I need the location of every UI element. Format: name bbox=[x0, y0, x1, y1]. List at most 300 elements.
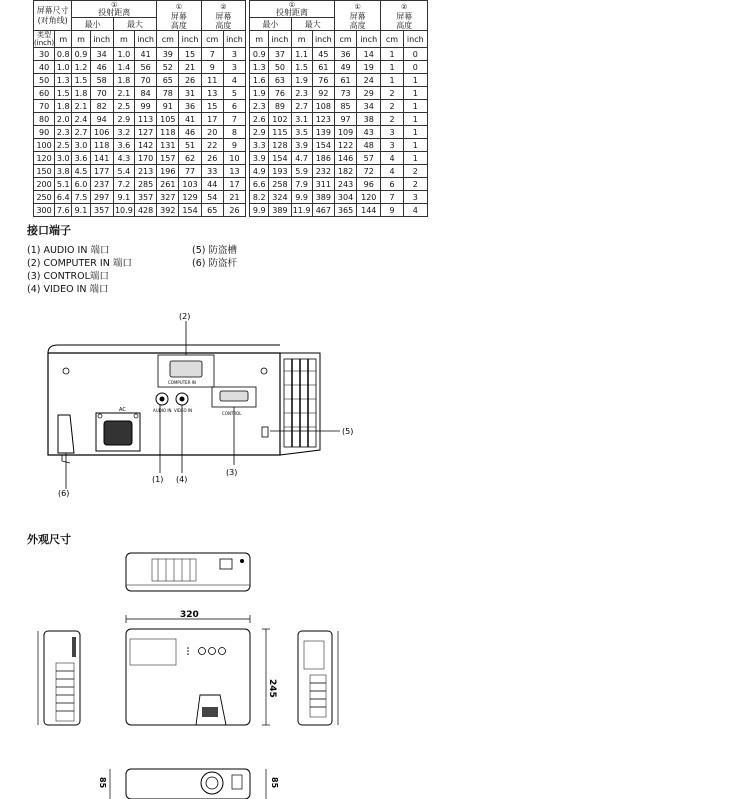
table-cell: 0.9 bbox=[72, 48, 90, 61]
table-cell: 131 bbox=[157, 139, 179, 152]
table-cell: 1.3 bbox=[55, 74, 72, 87]
table-cell: 84 bbox=[134, 87, 156, 100]
table-cell: 3.6 bbox=[72, 152, 90, 165]
table-cell: 1.3 bbox=[250, 61, 269, 74]
dimensions-section-title: 外观尺寸 bbox=[27, 533, 71, 546]
table-cell: 177 bbox=[90, 165, 113, 178]
table-cell: 7 bbox=[381, 191, 403, 204]
unit-cell: inch bbox=[179, 31, 201, 48]
table-cell: 89 bbox=[269, 100, 291, 113]
unit-cell: cm bbox=[334, 31, 356, 48]
table-cell: 9.9 bbox=[250, 204, 269, 217]
table-cell: 357 bbox=[90, 204, 113, 217]
ports-section-title: 接口端子 bbox=[27, 224, 71, 237]
table-cell: 324 bbox=[269, 191, 291, 204]
table-cell: 1.8 bbox=[55, 100, 72, 113]
unit-cell: inch bbox=[357, 31, 381, 48]
unit-cell: m bbox=[55, 31, 72, 48]
table-cell: 97 bbox=[334, 113, 356, 126]
table-row bbox=[34, 87, 428, 100]
table-cell: 3.5 bbox=[291, 126, 312, 139]
table-cell: 0.9 bbox=[250, 48, 269, 61]
table-cell: 76 bbox=[312, 74, 334, 87]
table-cell: 10.9 bbox=[114, 205, 133, 215]
table-cell: 40 bbox=[34, 61, 55, 74]
table-cell: 297 bbox=[90, 191, 113, 204]
table-cell: 7.2 bbox=[113, 178, 134, 191]
table-cell: 102 bbox=[269, 113, 291, 126]
table-cell: 30 bbox=[34, 48, 55, 61]
circle-badge: ① bbox=[288, 1, 296, 9]
table-cell: 17 bbox=[201, 113, 223, 126]
projection-spec-table bbox=[33, 0, 428, 217]
table-cell: 327 bbox=[157, 191, 179, 204]
table-cell: 2.3 bbox=[55, 126, 72, 139]
table-cell: 120 bbox=[357, 191, 381, 204]
table-cell: 61 bbox=[312, 61, 334, 74]
header-screen-size bbox=[34, 1, 72, 31]
screen-size-label: 屏幕尺寸 (对角线) bbox=[36, 5, 69, 25]
bottom-view bbox=[126, 769, 250, 799]
unit-row bbox=[34, 31, 428, 48]
table-cell: 258 bbox=[269, 178, 291, 191]
table-cell: 123 bbox=[312, 113, 334, 126]
table-cell: 50 bbox=[269, 61, 291, 74]
table-cell: 52 bbox=[157, 61, 179, 74]
table-cell: 39 bbox=[157, 48, 179, 61]
port-item-3: (3) CONTROL端口 bbox=[27, 271, 109, 282]
table-cell: 58 bbox=[90, 74, 113, 87]
table-cell: 157 bbox=[157, 152, 179, 165]
table-cell: 6.4 bbox=[55, 191, 72, 204]
table-cell: 103 bbox=[179, 178, 201, 191]
table-cell: 2.5 bbox=[113, 100, 134, 113]
unit-cell: cm bbox=[381, 31, 403, 48]
table-cell: 77 bbox=[179, 165, 201, 178]
table-cell: 24 bbox=[357, 74, 381, 87]
screw-icon bbox=[63, 368, 69, 374]
unit-cell: inch bbox=[134, 31, 156, 48]
table-cell: 2.1 bbox=[72, 100, 90, 113]
computer-in-label: COMPUTER IN bbox=[168, 380, 196, 385]
table-cell: 2.3 bbox=[250, 100, 269, 113]
table-cell: 9.1 bbox=[113, 191, 134, 204]
table-cell: 237 bbox=[90, 178, 113, 191]
security-bar-icon bbox=[58, 415, 74, 453]
callout-1: (1) bbox=[152, 475, 164, 484]
table-cell: 91 bbox=[157, 100, 179, 113]
header-proj-distance-b bbox=[250, 1, 335, 18]
table-cell: 1 bbox=[403, 100, 427, 113]
header-min-b: 最小 bbox=[250, 18, 291, 31]
table-cell: 2.7 bbox=[291, 100, 312, 113]
table-cell: 45 bbox=[312, 48, 334, 61]
table-cell: 1.4 bbox=[113, 61, 134, 74]
table-cell: 46 bbox=[179, 126, 201, 139]
port-item-6: (6) 防盗杆 bbox=[192, 258, 237, 269]
table-cell: 9.9 bbox=[291, 191, 312, 204]
proj-distance-label: 投射距离 bbox=[98, 8, 131, 17]
table-cell: 1.0 bbox=[55, 61, 72, 74]
table-cell: 60 bbox=[34, 87, 55, 100]
table-cell: 3.3 bbox=[250, 139, 269, 152]
table-cell: 99 bbox=[134, 100, 156, 113]
header-proj-distance-a bbox=[72, 1, 157, 18]
table-cell: 3 bbox=[403, 191, 427, 204]
table-cell: 9 bbox=[381, 204, 403, 217]
table-cell: 1.8 bbox=[113, 74, 134, 87]
table-cell: 7 bbox=[223, 113, 245, 126]
table-cell: 1.1 bbox=[291, 48, 312, 61]
table-row bbox=[34, 178, 428, 191]
table-cell: 3.1 bbox=[291, 113, 312, 126]
audio-in-label: AUDIO IN bbox=[153, 408, 172, 413]
table-cell: 8 bbox=[223, 126, 245, 139]
table-cell: 2.3 bbox=[291, 87, 312, 100]
table-cell: 1.9 bbox=[291, 74, 312, 87]
table-cell: 2.4 bbox=[72, 113, 90, 126]
table-cell: 70 bbox=[90, 87, 113, 100]
table-cell: 139 bbox=[312, 126, 334, 139]
table-cell: 1.8 bbox=[72, 87, 90, 100]
table-cell: 285 bbox=[134, 178, 156, 191]
table-cell: 9 bbox=[201, 61, 223, 74]
table-cell: 1 bbox=[381, 74, 403, 87]
table-cell: 9.1 bbox=[72, 204, 90, 217]
table-cell: 3.2 bbox=[113, 126, 134, 139]
unit-cell: m bbox=[72, 31, 90, 48]
table-cell: 4 bbox=[381, 152, 403, 165]
table-cell: 7.5 bbox=[72, 191, 90, 204]
table-cell: 142 bbox=[134, 139, 156, 152]
table-cell: 144 bbox=[357, 204, 381, 217]
table-cell: 0.8 bbox=[55, 48, 72, 61]
table-cell: 113 bbox=[134, 113, 156, 126]
table-cell: 13 bbox=[201, 87, 223, 100]
table-cell: 9 bbox=[223, 139, 245, 152]
table-cell: 193 bbox=[269, 165, 291, 178]
table-cell: 1 bbox=[403, 113, 427, 126]
table-cell: 29 bbox=[357, 87, 381, 100]
table-cell: 90 bbox=[34, 126, 55, 139]
table-cell: 70 bbox=[34, 100, 55, 113]
table-cell: 7.6 bbox=[55, 204, 72, 217]
vent-grille bbox=[284, 359, 316, 447]
callout-6: (6) bbox=[58, 489, 70, 498]
table-cell: 154 bbox=[269, 152, 291, 165]
table-cell: 4.3 bbox=[113, 152, 134, 165]
table-cell: 304 bbox=[334, 191, 356, 204]
table-cell: 2.9 bbox=[113, 113, 134, 126]
table-cell: 4 bbox=[403, 204, 427, 217]
table-cell: 2 bbox=[381, 100, 403, 113]
table-cell: 72 bbox=[357, 165, 381, 178]
table-cell: 1 bbox=[403, 87, 427, 100]
circle-badge: ② bbox=[220, 2, 227, 11]
table-cell: 94 bbox=[90, 113, 113, 126]
height-dimension-left: 85 bbox=[98, 777, 107, 789]
table-cell: 108 bbox=[312, 100, 334, 113]
table-cell: 70 bbox=[134, 74, 156, 87]
table-cell: 232 bbox=[312, 165, 334, 178]
table-cell: 105 bbox=[157, 113, 179, 126]
table-cell: 56 bbox=[134, 61, 156, 74]
table-cell: 26 bbox=[179, 74, 201, 87]
table-cell: 1.6 bbox=[250, 74, 269, 87]
circle-badge: ① bbox=[111, 1, 118, 9]
table-cell: 3 bbox=[381, 126, 403, 139]
table-cell: 1 bbox=[403, 126, 427, 139]
table-cell: 50 bbox=[34, 74, 55, 87]
table-cell: 196 bbox=[157, 165, 179, 178]
table-cell: 65 bbox=[201, 204, 223, 217]
right-side-view bbox=[298, 631, 338, 725]
table-cell: 33 bbox=[201, 165, 223, 178]
top-view bbox=[126, 629, 250, 725]
table-cell: 200 bbox=[34, 178, 55, 191]
table-cell: 17 bbox=[223, 178, 245, 191]
table-cell: 4.7 bbox=[291, 152, 312, 165]
table-cell: 63 bbox=[269, 74, 291, 87]
header-height-b2 bbox=[381, 1, 428, 31]
table-cell: 54 bbox=[201, 191, 223, 204]
table-cell: 389 bbox=[312, 191, 334, 204]
table-cell: 6 bbox=[381, 178, 403, 191]
table-cell: 2.7 bbox=[72, 126, 90, 139]
table-cell: 11 bbox=[201, 74, 223, 87]
table-cell: 1.5 bbox=[55, 87, 72, 100]
table-cell: 150 bbox=[34, 165, 55, 178]
circle-badge: ① bbox=[354, 2, 361, 11]
table-cell: 467 bbox=[312, 204, 334, 217]
unit-cell: inch bbox=[90, 31, 113, 48]
callout-2: (2) bbox=[179, 312, 191, 321]
callout-5: (5) bbox=[342, 427, 354, 436]
header-min-a: 最小 bbox=[72, 18, 113, 31]
table-cell: 21 bbox=[179, 61, 201, 74]
table-cell: 1.2 bbox=[72, 61, 90, 74]
rear-panel-diagram bbox=[40, 305, 370, 505]
table-cell: 82 bbox=[90, 100, 113, 113]
table-cell: 109 bbox=[334, 126, 356, 139]
table-cell: 31 bbox=[179, 87, 201, 100]
table-row bbox=[34, 139, 428, 152]
width-dimension: 320 bbox=[180, 610, 199, 620]
table-cell: 5.4 bbox=[113, 165, 134, 178]
table-row bbox=[34, 191, 428, 204]
table-cell: 2.5 bbox=[55, 139, 72, 152]
table-cell: 0 bbox=[403, 48, 427, 61]
table-cell: 106 bbox=[90, 126, 113, 139]
table-cell: 128 bbox=[269, 139, 291, 152]
table-row bbox=[34, 61, 428, 74]
callout-3: (3) bbox=[226, 468, 238, 477]
control-label: CONTROL bbox=[222, 411, 242, 416]
circle-badge: ① bbox=[175, 2, 183, 11]
table-cell: 26 bbox=[201, 152, 223, 165]
table-cell: 2.0 bbox=[55, 113, 72, 126]
unit-cell: m bbox=[113, 31, 134, 48]
table-cell: 392 bbox=[157, 204, 179, 217]
table-cell: 2 bbox=[403, 165, 427, 178]
table-cell: 85 bbox=[334, 100, 356, 113]
table-cell: 13 bbox=[223, 165, 245, 178]
table-cell: 4 bbox=[223, 74, 245, 87]
table-cell: 1.5 bbox=[291, 61, 312, 74]
table-cell: 62 bbox=[179, 152, 201, 165]
table-cell: 34 bbox=[357, 100, 381, 113]
table-cell: 6.6 bbox=[250, 178, 269, 191]
table-cell: 8.2 bbox=[250, 191, 269, 204]
unit-cell: inch bbox=[312, 31, 334, 48]
port-item-1: (1) AUDIO IN 端口 bbox=[27, 245, 110, 256]
table-cell: 170 bbox=[134, 152, 156, 165]
table-cell: 1 bbox=[381, 48, 403, 61]
table-cell: 36 bbox=[334, 48, 356, 61]
table-cell: 3.0 bbox=[72, 139, 90, 152]
table-cell: 146 bbox=[334, 152, 356, 165]
table-cell: 115 bbox=[269, 126, 291, 139]
table-cell: 41 bbox=[134, 48, 156, 61]
port-item-5: (5) 防盗槽 bbox=[192, 245, 237, 256]
table-cell: 250 bbox=[34, 191, 55, 204]
table-cell: 182 bbox=[334, 165, 356, 178]
table-cell: 5.9 bbox=[291, 165, 312, 178]
table-cell: 3.0 bbox=[55, 152, 72, 165]
header-max-a: 最大 bbox=[113, 18, 156, 31]
table-cell: 14 bbox=[357, 48, 381, 61]
front-view bbox=[126, 553, 250, 591]
table-cell: 4 bbox=[381, 165, 403, 178]
table-cell: 122 bbox=[334, 139, 356, 152]
table-cell: 1 bbox=[403, 152, 427, 165]
table-body bbox=[34, 48, 428, 217]
circle-badge: ② bbox=[401, 2, 408, 11]
table-cell: 213 bbox=[134, 165, 156, 178]
table-cell: 2.6 bbox=[250, 113, 269, 126]
table-cell: 2 bbox=[381, 113, 403, 126]
security-slot-icon bbox=[262, 427, 268, 437]
table-cell: 3 bbox=[223, 48, 245, 61]
table-cell: 15 bbox=[201, 100, 223, 113]
table-cell: 48 bbox=[357, 139, 381, 152]
unit-cell: inch bbox=[269, 31, 291, 48]
table-cell: 4.5 bbox=[72, 165, 90, 178]
table-cell: 6.0 bbox=[72, 178, 90, 191]
height-label: 屏幕 高度 bbox=[170, 11, 187, 30]
unit-cell: cm bbox=[157, 31, 179, 48]
table-cell: 96 bbox=[357, 178, 381, 191]
unit-cell: 类型 (inch) bbox=[34, 31, 55, 47]
table-row bbox=[34, 74, 428, 87]
table-cell: 1 bbox=[381, 61, 403, 74]
table-cell: 73 bbox=[334, 87, 356, 100]
table-cell: 57 bbox=[357, 152, 381, 165]
header-height-a1 bbox=[157, 1, 201, 31]
table-cell: 1.5 bbox=[72, 74, 90, 87]
table-cell: 51 bbox=[179, 139, 201, 152]
table-cell: 22 bbox=[201, 139, 223, 152]
table-cell: 141 bbox=[90, 152, 113, 165]
table-cell: 365 bbox=[334, 204, 356, 217]
table-cell: 186 bbox=[312, 152, 334, 165]
table-cell: 311 bbox=[312, 178, 334, 191]
header-height-a2 bbox=[201, 1, 245, 31]
table-cell: 65 bbox=[157, 74, 179, 87]
header-max-b: 最大 bbox=[291, 18, 334, 31]
table-cell: 2.1 bbox=[113, 87, 134, 100]
table-cell: 2 bbox=[403, 178, 427, 191]
table-cell: 357 bbox=[134, 191, 156, 204]
table-cell: 11.9 bbox=[292, 205, 311, 215]
table-cell: 78 bbox=[157, 87, 179, 100]
height-label: 屏幕 高度 bbox=[349, 11, 366, 30]
table-cell: 7 bbox=[201, 48, 223, 61]
table-cell: 92 bbox=[312, 87, 334, 100]
table-cell: 19 bbox=[357, 61, 381, 74]
table-row bbox=[34, 100, 428, 113]
table-cell: 4.9 bbox=[250, 165, 269, 178]
left-side-view bbox=[38, 631, 80, 725]
unit-cell: m bbox=[250, 31, 269, 48]
table-cell: 44 bbox=[201, 178, 223, 191]
table-cell: 0 bbox=[403, 61, 427, 74]
table-cell: 1.9 bbox=[250, 87, 269, 100]
table-cell: 300 bbox=[34, 204, 55, 217]
table-cell: 2 bbox=[381, 87, 403, 100]
table-cell: 38 bbox=[357, 113, 381, 126]
table-row bbox=[34, 152, 428, 165]
unit-cell: cm bbox=[201, 31, 223, 48]
table-cell: 20 bbox=[201, 126, 223, 139]
depth-dimension: 245 bbox=[267, 679, 277, 698]
port-item-4: (4) VIDEO IN 端口 bbox=[27, 284, 109, 295]
video-in-label: VIDEO IN bbox=[174, 408, 193, 413]
proj-distance-label: 投射距离 bbox=[276, 8, 309, 17]
unit-cell: inch bbox=[403, 31, 427, 48]
ac-label: AC bbox=[119, 407, 126, 413]
table-row bbox=[34, 113, 428, 126]
table-cell: 243 bbox=[334, 178, 356, 191]
table-cell: 37 bbox=[269, 48, 291, 61]
header-height-b1 bbox=[334, 1, 380, 31]
table-cell: 389 bbox=[269, 204, 291, 217]
unit-cell: m bbox=[291, 31, 312, 48]
table-cell: 261 bbox=[157, 178, 179, 191]
port-item-2: (2) COMPUTER IN 端口 bbox=[27, 258, 132, 269]
table-cell: 3 bbox=[223, 61, 245, 74]
screw-icon bbox=[261, 368, 267, 374]
table-cell: 34 bbox=[90, 48, 113, 61]
table-cell: 129 bbox=[179, 191, 201, 204]
table-cell: 21 bbox=[223, 191, 245, 204]
table-cell: 76 bbox=[269, 87, 291, 100]
table-cell: 6 bbox=[223, 100, 245, 113]
table-cell: 127 bbox=[134, 126, 156, 139]
table-cell: 154 bbox=[179, 204, 201, 217]
table-cell: 3.6 bbox=[113, 139, 134, 152]
table-cell: 7.9 bbox=[291, 178, 312, 191]
table-cell: 36 bbox=[179, 100, 201, 113]
unit-cell: inch bbox=[223, 31, 245, 48]
height-label: 屏幕 高度 bbox=[215, 11, 232, 30]
table-cell: 2.9 bbox=[250, 126, 269, 139]
table-cell: 41 bbox=[179, 113, 201, 126]
table-cell: 428 bbox=[134, 204, 156, 217]
height-dimension-right: 85 bbox=[270, 777, 279, 789]
table-cell: 3.8 bbox=[55, 165, 72, 178]
table-cell: 118 bbox=[90, 139, 113, 152]
